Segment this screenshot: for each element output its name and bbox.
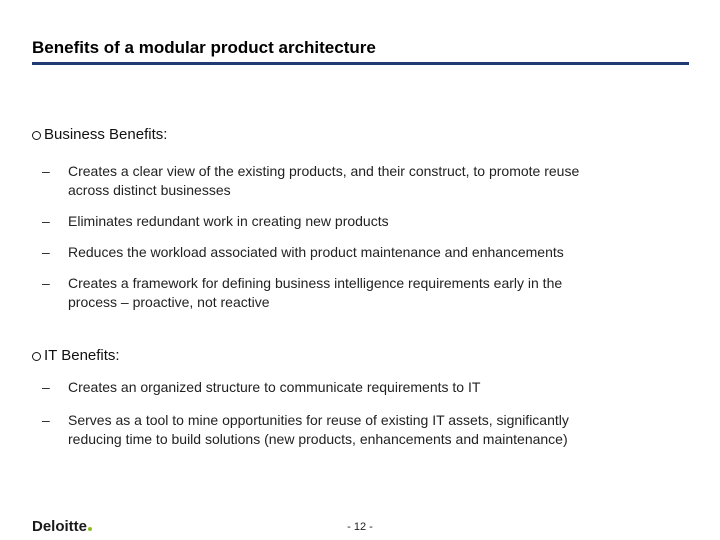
it-benefits-section: [32, 347, 672, 449]
section-heading: [32, 126, 672, 144]
list-item-line: Creates a framework for defining business intelligence requirements early in the: [68, 275, 563, 291]
slide-title: Benefits of a modular product architecture: [32, 38, 376, 57]
list-item: [32, 162, 672, 200]
list-item-line: Eliminates redundant work in creating new products: [68, 213, 389, 229]
list-item: [32, 212, 672, 231]
list-item: [32, 411, 672, 449]
dash-bullet: –: [42, 163, 50, 179]
list-item-line: Serves as a tool to mine opportunities for reuse of existing IT assets, significantly: [68, 412, 569, 428]
list-item: [32, 274, 672, 312]
list-item-line: reducing time to build solutions (new products, enhancements and maintenance): [68, 431, 568, 447]
list-item-line: process – proactive, not reactive: [68, 294, 270, 310]
list-item: [32, 378, 672, 397]
page-number: - 12 -: [347, 521, 373, 533]
it-benefits-list: [32, 378, 672, 449]
dash-bullet: –: [42, 213, 50, 229]
business-benefits-section: [32, 126, 672, 312]
section-heading-text: Business Benefits:: [44, 126, 168, 143]
logo-text: Deloitte: [32, 518, 88, 535]
list-item-line: Reduces the workload associated with product maintenance and enhancements: [68, 244, 564, 260]
list-item-line: across distinct businesses: [68, 182, 231, 198]
dash-bullet: –: [42, 244, 50, 260]
dash-bullet: –: [42, 379, 50, 395]
section-heading: [32, 347, 672, 365]
circle-bullet-icon: [32, 352, 41, 361]
title-underline: [32, 62, 689, 65]
list-item-line: Creates a clear view of the existing products, and their construct, to promote reuse: [68, 163, 580, 179]
circle-bullet-icon: [32, 131, 41, 140]
dash-bullet: –: [42, 275, 50, 291]
list-item-line: Creates an organized structure to communicate requirements to IT: [68, 379, 481, 395]
section-heading-text: IT Benefits:: [44, 347, 120, 364]
list-item: [32, 243, 672, 262]
business-benefits-list: [32, 162, 672, 312]
dash-bullet: –: [42, 412, 50, 428]
